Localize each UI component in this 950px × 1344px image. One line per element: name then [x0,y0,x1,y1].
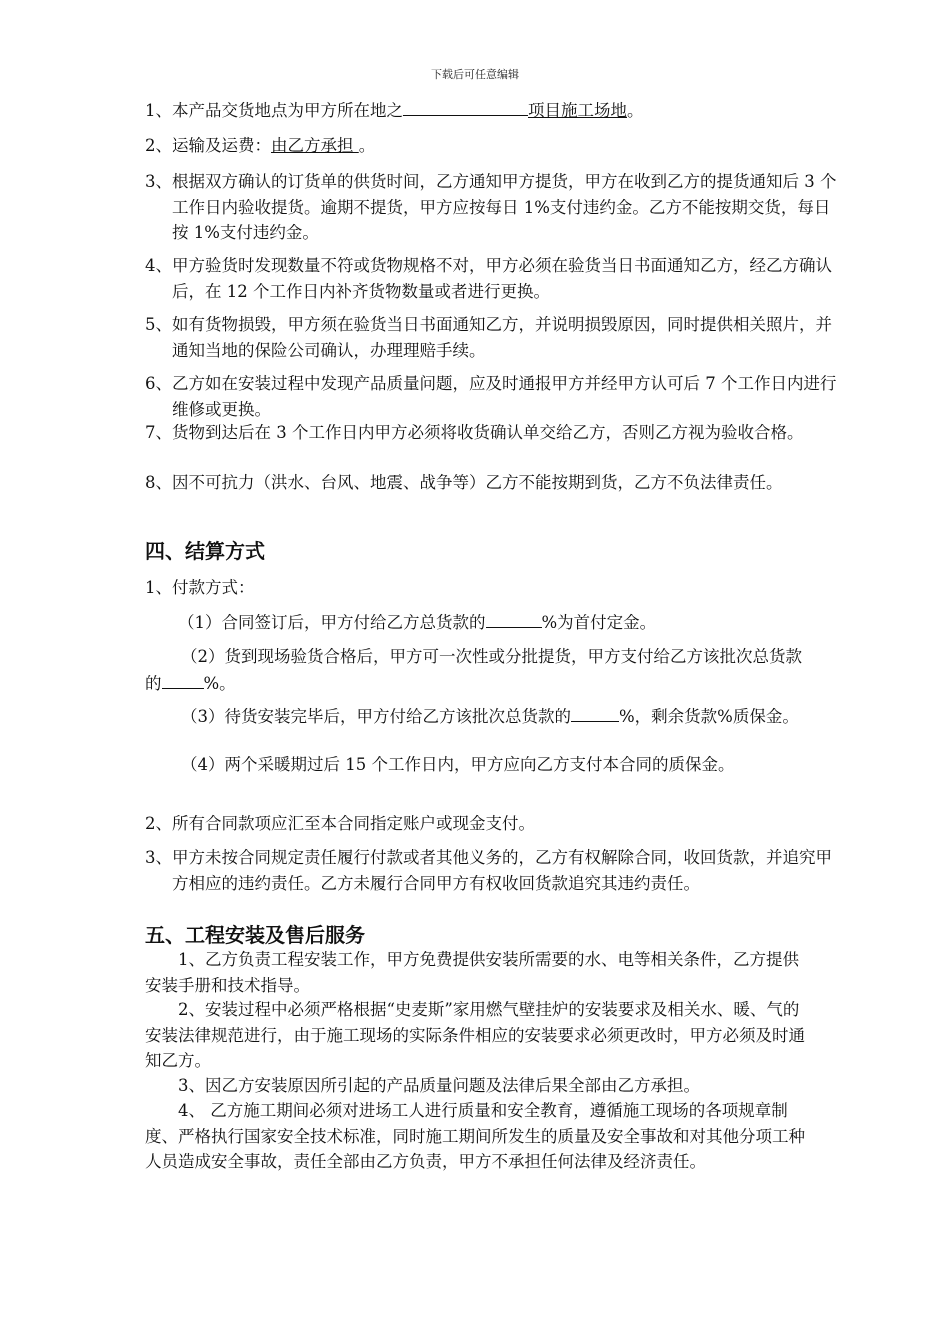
section-5-item-3: 3、因乙方安装原因所引起的产品质量问题及法律后果全部由乙方承担。 [178,1076,700,1095]
clause-3: 3、根据双方确认的订货单的供货时间，乙方通知甲方提货，甲方在收到乙方的提货通知后 3 个工作日内验收提货。逾期不提货，甲方应按每日 1%支付违约金。乙方不能按期交货，每日按 1%支付违约金。 [145,172,837,242]
clause-text: %，剩余货款%质保金。 [619,707,799,726]
clause-5: 5、如有货物损毁，甲方须在验货当日书面通知乙方，并说明损毁原因，同时提供相关照片，并通知当地的保险公司确认，办理理赔手续。 [145,315,832,360]
fill-blank [162,670,204,689]
clause-text: （3）待货安装完毕后，甲方付给乙方该批次总货款的 [181,707,571,726]
section-5-item-2: 2、安装过程中必须严格根据“史麦斯”家用燃气壁挂炉的安装要求及相关水、暖、气的安装法律规范进行，由于施工现场的实际条件相应的安装要求必须更改时，甲方必须及时通知乙方。 [145,1000,805,1070]
clause-text: %。 [203,673,236,693]
clause-text: （2）货到现场验货合格后，甲方可一次性或分批提货，甲方支付给乙方该批次总货款的 [145,647,802,693]
section-4-title: 四、结算方式 [145,539,265,563]
underlined-value: 由乙方承担 [271,136,354,155]
delivery-location-clause [145,97,842,124]
section-4-item-3: 3、甲方未按合同规定责任履行付款或者其他义务的，乙方有权解除合同，收回货款，并追究甲方相应的违约责任。乙方未履行合同甲方有权收回货款追究其违约责任。 [145,848,832,893]
payment-term-3 [145,703,815,730]
section-5-item-1: 1、乙方负责工程安装工作，甲方免费提供安装所需要的水、电等相关条件，乙方提供安装手册和技术指导。 [145,950,799,995]
fill-blank [486,609,542,628]
section-4-item-2: 2、所有合同款项应汇至本合同指定账户或现金支付。 [145,814,535,833]
clause-8: 8、因不可抗力（洪水、台风、地震、战争等）乙方不能按期到货，乙方不负法律责任。 [145,473,783,492]
payment-term-2 [145,644,815,696]
page-header: 下载后可任意编辑 [431,68,519,81]
payment-term-1 [145,609,815,636]
fill-blank [403,97,528,116]
clause-text: 。 [358,136,376,155]
clause-text: 。 [627,101,644,120]
section-5-title: 五、工程安装及售后服务 [145,923,365,947]
section-5-item-4: 4、 乙方施工期间必须对进场工人进行质量和安全教育，遵循施工现场的各项规章制度、严格执行国家安全技术标准，同时施工期间所发生的质量及安全事故和对其他分项工种人员造成安全事故，责任全部由乙方负责，甲方不承担任何法律及经济责任。 [145,1101,805,1171]
clause-6: 6、乙方如在安装过程中发现产品质量问题，应及时通报甲方并经甲方认可后 7 个工作日内进行维修或更换。 [145,374,837,419]
underlined-value: 项目施工场地 [528,101,627,120]
clause-7: 7、货物到达后在 3 个工作日内甲方必须将收货确认单交给乙方，否则乙方视为验收合格。 [145,423,804,442]
payment-method-label: 1、付款方式： [145,578,255,597]
payment-term-4: （4）两个采暖期过后 15 个工作日内，甲方应向乙方支付本合同的质保金。 [181,755,735,774]
clause-4: 4、甲方验货时发现数量不符或货物规格不对，甲方必须在验货当日书面通知乙方，经乙方确认后，在 12 个工作日内补齐货物数量或者进行更换。 [145,256,832,301]
clause-text: 2、运输及运费： [145,136,271,155]
clause-text: 1、本产品交货地点为甲方所在地之 [145,101,403,120]
fill-blank [571,703,619,722]
clause-text: %为首付定金。 [541,613,657,632]
transport-clause [145,133,842,159]
clause-text: （1）合同签订后，甲方付给乙方总货款的 [178,613,486,632]
